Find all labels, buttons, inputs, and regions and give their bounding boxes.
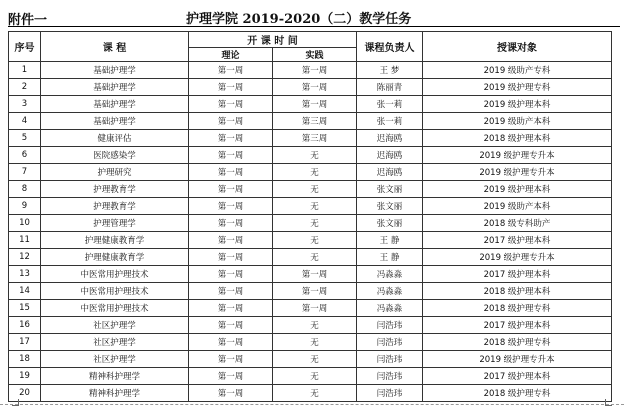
- cell-practice: 无: [273, 215, 357, 232]
- cell-practice: 第三周: [273, 130, 357, 147]
- cell-target: 2019 级助产本科: [423, 113, 612, 130]
- page-break-line: [0, 404, 624, 405]
- cell-course: 社区护理学: [41, 317, 189, 334]
- cell-course: 基础护理学: [41, 79, 189, 96]
- cell-theory: 第一周: [189, 215, 273, 232]
- cell-course: 护理研究: [41, 164, 189, 181]
- cell-theory: 第一周: [189, 368, 273, 385]
- cell-owner: 王 静: [357, 232, 423, 249]
- cell-practice: 无: [273, 249, 357, 266]
- cell-owner: 迟海鸥: [357, 147, 423, 164]
- cell-target: 2019 级护理专升本: [423, 249, 612, 266]
- cell-owner: 闫浩玮: [357, 317, 423, 334]
- cell-course: 健康评估: [41, 130, 189, 147]
- column-header-theory: 理论: [189, 48, 273, 62]
- cell-target: 2019 级助产本科: [423, 198, 612, 215]
- cell-no: 13: [9, 266, 41, 283]
- cell-owner: 闫浩玮: [357, 334, 423, 351]
- cell-target: 2019 级护理本科: [423, 181, 612, 198]
- table-row: [9, 96, 612, 113]
- cell-no: 2: [9, 79, 41, 96]
- cell-owner: 王 静: [357, 249, 423, 266]
- cell-no: 8: [9, 181, 41, 198]
- cell-owner: 迟海鸥: [357, 164, 423, 181]
- table-row: [9, 79, 612, 96]
- cell-no: 19: [9, 368, 41, 385]
- table-row: [9, 266, 612, 283]
- cell-theory: 第一周: [189, 181, 273, 198]
- cell-owner: 张一莉: [357, 113, 423, 130]
- cell-no: 17: [9, 334, 41, 351]
- cell-no: 3: [9, 96, 41, 113]
- table-row: [9, 113, 612, 130]
- cell-target: 2017 级护理本科: [423, 368, 612, 385]
- table-row: [9, 198, 612, 215]
- cell-no: 16: [9, 317, 41, 334]
- cell-theory: 第一周: [189, 300, 273, 317]
- cell-no: 10: [9, 215, 41, 232]
- cell-practice: 第一周: [273, 266, 357, 283]
- cell-no: 14: [9, 283, 41, 300]
- table-row: [9, 232, 612, 249]
- cell-no: 9: [9, 198, 41, 215]
- cell-course: 护理教育学: [41, 198, 189, 215]
- cell-theory: 第一周: [189, 283, 273, 300]
- header-divider: [8, 26, 620, 27]
- cell-owner: 张一莉: [357, 96, 423, 113]
- table-row: [9, 147, 612, 164]
- cell-target: 2019 级护理专科: [423, 79, 612, 96]
- cell-no: 6: [9, 147, 41, 164]
- cell-target: 2017 级护理本科: [423, 317, 612, 334]
- cell-owner: 张文丽: [357, 181, 423, 198]
- cell-theory: 第一周: [189, 351, 273, 368]
- cell-theory: 第一周: [189, 334, 273, 351]
- cell-target: 2018 级护理本科: [423, 130, 612, 147]
- cell-practice: 无: [273, 147, 357, 164]
- cell-practice: 第一周: [273, 300, 357, 317]
- table-row: [9, 334, 612, 351]
- cell-target: 2017 级护理本科: [423, 232, 612, 249]
- cell-course: 社区护理学: [41, 334, 189, 351]
- cell-owner: 闫浩玮: [357, 368, 423, 385]
- cell-theory: 第一周: [189, 96, 273, 113]
- cell-no: 11: [9, 232, 41, 249]
- cell-no: 5: [9, 130, 41, 147]
- cell-course: 基础护理学: [41, 113, 189, 130]
- cell-theory: 第一周: [189, 232, 273, 249]
- cell-target: 2018 级护理本科: [423, 283, 612, 300]
- cell-course: 基础护理学: [41, 62, 189, 79]
- cell-target: 2019 级护理专升本: [423, 351, 612, 368]
- cell-owner: 迟海鸥: [357, 130, 423, 147]
- page-corner-mark: [12, 399, 19, 406]
- cell-practice: 无: [273, 334, 357, 351]
- table-row: [9, 283, 612, 300]
- cell-theory: 第一周: [189, 317, 273, 334]
- cell-course: 医院感染学: [41, 147, 189, 164]
- cell-target: 2018 级专科助产: [423, 215, 612, 232]
- cell-practice: 第三周: [273, 113, 357, 130]
- cell-no: 18: [9, 351, 41, 368]
- table-row: [9, 130, 612, 147]
- table-body: [9, 62, 612, 402]
- cell-practice: 无: [273, 164, 357, 181]
- cell-theory: 第一周: [189, 62, 273, 79]
- cell-target: 2018 级护理专科: [423, 334, 612, 351]
- cell-no: 15: [9, 300, 41, 317]
- cell-course: 精神科护理学: [41, 385, 189, 402]
- column-header-course: 课 程: [41, 32, 189, 62]
- cell-theory: 第一周: [189, 385, 273, 402]
- cell-practice: 第一周: [273, 62, 357, 79]
- table-row: [9, 351, 612, 368]
- cell-owner: 闫浩玮: [357, 351, 423, 368]
- cell-course: 精神科护理学: [41, 368, 189, 385]
- table-row: [9, 317, 612, 334]
- cell-theory: 第一周: [189, 113, 273, 130]
- cell-target: 2019 级护理本科: [423, 96, 612, 113]
- column-header-practice: 实践: [273, 48, 357, 62]
- cell-course: 护理健康教育学: [41, 249, 189, 266]
- cell-theory: 第一周: [189, 266, 273, 283]
- table-row: [9, 164, 612, 181]
- cell-theory: 第一周: [189, 79, 273, 96]
- cell-practice: 第一周: [273, 96, 357, 113]
- cell-practice: 无: [273, 232, 357, 249]
- cell-owner: 冯淼淼: [357, 300, 423, 317]
- cell-practice: 无: [273, 181, 357, 198]
- cell-target: 2018 级护理专科: [423, 385, 612, 402]
- cell-target: 2019 级护理专升本: [423, 147, 612, 164]
- column-header-target: 授课对象: [423, 32, 612, 62]
- cell-theory: 第一周: [189, 130, 273, 147]
- table-row: [9, 249, 612, 266]
- cell-no: 20: [9, 385, 41, 402]
- table-row: [9, 62, 612, 79]
- cell-practice: 无: [273, 317, 357, 334]
- cell-course: 中医常用护理技术: [41, 283, 189, 300]
- table-row: [9, 368, 612, 385]
- cell-theory: 第一周: [189, 249, 273, 266]
- cell-course: 社区护理学: [41, 351, 189, 368]
- table-row: [9, 215, 612, 232]
- cell-course: 中医常用护理技术: [41, 300, 189, 317]
- column-header-owner: 课程负责人: [357, 32, 423, 62]
- table-row: [9, 300, 612, 317]
- cell-theory: 第一周: [189, 164, 273, 181]
- cell-theory: 第一周: [189, 147, 273, 164]
- cell-owner: 张文丽: [357, 198, 423, 215]
- attachment-label: 附件一: [8, 13, 48, 28]
- teaching-task-table: [8, 31, 612, 402]
- cell-owner: 闫浩玮: [357, 385, 423, 402]
- page-corner-mark: [605, 399, 612, 406]
- cell-no: 4: [9, 113, 41, 130]
- cell-practice: 无: [273, 385, 357, 402]
- cell-practice: 无: [273, 198, 357, 215]
- cell-practice: 无: [273, 351, 357, 368]
- cell-no: 7: [9, 164, 41, 181]
- cell-owner: 冯淼淼: [357, 283, 423, 300]
- cell-target: 2017 级护理本科: [423, 266, 612, 283]
- cell-theory: 第一周: [189, 198, 273, 215]
- cell-practice: 第一周: [273, 283, 357, 300]
- cell-course: 护理管理学: [41, 215, 189, 232]
- column-header-no: 序号: [9, 32, 41, 62]
- table-row: [9, 181, 612, 198]
- cell-no: 1: [9, 62, 41, 79]
- cell-owner: 陈丽青: [357, 79, 423, 96]
- cell-owner: 王 梦: [357, 62, 423, 79]
- column-header-schedule: 开 课 时 间: [189, 32, 357, 48]
- cell-target: 2019 级护理专升本: [423, 164, 612, 181]
- cell-target: 2019 级助产专科: [423, 62, 612, 79]
- cell-course: 护理教育学: [41, 181, 189, 198]
- cell-owner: 冯淼淼: [357, 266, 423, 283]
- cell-practice: 第一周: [273, 79, 357, 96]
- cell-owner: 张文丽: [357, 215, 423, 232]
- cell-course: 中医常用护理技术: [41, 266, 189, 283]
- cell-course: 基础护理学: [41, 96, 189, 113]
- cell-course: 护理健康教育学: [41, 232, 189, 249]
- cell-target: 2018 级护理专科: [423, 300, 612, 317]
- cell-practice: 无: [273, 368, 357, 385]
- document-title: 护理学院 2019-2020（二）教学任务: [186, 12, 412, 27]
- cell-no: 12: [9, 249, 41, 266]
- table-row: [9, 385, 612, 402]
